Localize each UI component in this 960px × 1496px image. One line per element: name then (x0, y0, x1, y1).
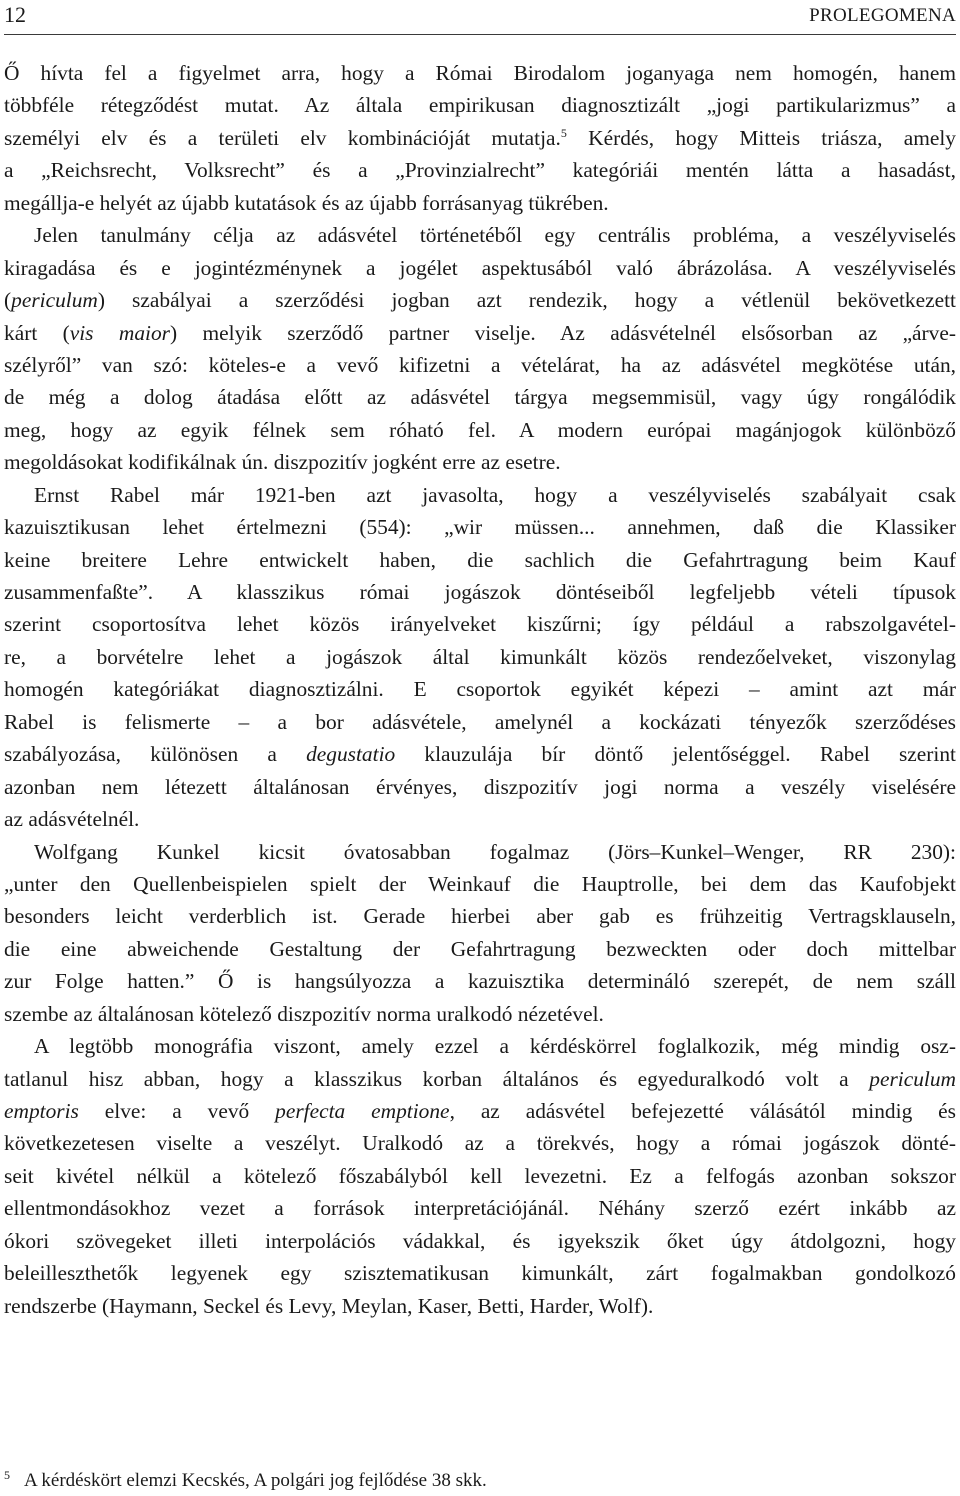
text-run: Kérdés, hogy Mitteis triásza, amely (566, 125, 956, 150)
text-run: Ő hívta fel a figyelmet arra, hogy a Római Birodalom joganyaga nem homogén, hanem (4, 61, 956, 85)
paragraph (4, 57, 956, 219)
text-run: személyi elv és a területi elv kombinációját mutatja. (4, 125, 561, 150)
text-line (4, 349, 956, 381)
text-line (4, 771, 956, 803)
text-run: Jelen tanulmány célja az adásvétel történetéből egy centrális probléma, a veszélyviselés (34, 223, 956, 248)
italic-term: vis maior (69, 320, 170, 345)
text-run: az adásvételnél. (4, 807, 140, 832)
paragraph (4, 219, 956, 479)
italic-term: perfecta emptione (275, 1099, 450, 1123)
text-line (4, 122, 956, 154)
text-line (4, 836, 956, 868)
text-line (4, 803, 956, 835)
text-line (4, 1290, 956, 1322)
text-line (4, 446, 956, 478)
text-run: a „Reichsrecht, Volksrecht” és a „Provinzialrecht” kategóriái mentén látta a hasadást, (4, 158, 956, 183)
footnote (4, 1468, 487, 1494)
text-run: ókori szövegeket illeti interpolációs vádakkal, és igyekszik őket úgy átdolgozni, hogy (4, 1228, 956, 1253)
text-line (4, 252, 956, 284)
text-line (4, 187, 956, 219)
text-run: ) melyik szerződő partner viselje. Az adásvételnél elsősorban az „árve- (170, 320, 956, 345)
text-run: tatlanul hisz abban, hogy a klasszikus korban általános és egyeduralkodó volt a (4, 1066, 870, 1091)
text-run: elve: a vevő (78, 1099, 276, 1123)
text-line (4, 965, 956, 997)
text-line (4, 479, 956, 511)
book-page (4, 0, 956, 1496)
text-run: szerint csoportosítva lehet közös irányelveket kiszűrni; így például a rabszolgavétel- (4, 612, 956, 637)
text-line (4, 1257, 956, 1289)
text-line (4, 706, 956, 738)
text-run: de még a dolog átadása előtt az adásvétel tárgya megsemmisül, vagy úgy rongálódik (4, 385, 956, 410)
italic-term: periculum (869, 1066, 956, 1091)
text-run: ) szabályai a szerződési jogban azt rendezik, hogy a vétlenül bekövetkezett (97, 288, 956, 313)
text-run: A legtöbb monográfia viszont, amely ezzel a kérdéskörrel foglalkozik, még mindig osz- (34, 1034, 956, 1059)
text-run: szembe az általánosan kötelező diszpozitív norma uralkodó nézetével. (4, 1001, 604, 1026)
text-run: zur Folge hatten.” Ő is hangsúlyozza a kazuisztika determináló szerepét, de nem száll (4, 969, 956, 994)
text-run: kazuisztikusan lehet értelmezni (554): „wir müssen... annehmen, daß die Klassiker (4, 515, 956, 540)
running-head: PROLEGOMENA (809, 5, 956, 26)
text-run: „unter den Quellenbeispielen spielt der Weinkauf die Hauptrolle, bei dem das Kaufobjekt (4, 871, 956, 896)
text-run: besonders leicht verderblich ist. Gerade hierbei aber gab es frühzeitig Vertragsklauseln, (4, 904, 956, 929)
paragraph (4, 1030, 956, 1322)
text-line (4, 608, 956, 640)
text-run: kárt ( (4, 320, 70, 345)
text-line (4, 673, 956, 705)
text-line (4, 317, 956, 349)
text-run: ( (4, 288, 12, 313)
text-line (4, 868, 956, 900)
paragraph (4, 479, 956, 836)
text-line (4, 89, 956, 121)
text-line (4, 1063, 956, 1095)
text-run: megoldásokat kodifikálnak ún. diszpozitív jogként erre az esetre. (4, 450, 561, 475)
text-run: keine breitere Lehre entwickelt haben, die sachlich die Gefahrtragung beim Kauf (4, 547, 956, 572)
page-number: 12 (4, 2, 26, 27)
text-line (4, 576, 956, 608)
text-run: szabályozása, különösen a (4, 742, 307, 767)
text-run: megállja-e helyét az újabb kutatások és az újabb forrásanyag tükrében. (4, 190, 609, 215)
italic-term: emptoris (4, 1099, 79, 1123)
text-line (4, 1192, 956, 1224)
text-run: szélyről” van szó: köteles-e a vevő kifizetni a vételárat, ha az adásvétel megkötése után, (4, 352, 956, 377)
text-line (4, 1127, 956, 1159)
paragraph (4, 836, 956, 1031)
text-line (4, 57, 956, 89)
text-line (4, 414, 956, 446)
text-run: homogén kategóriákat diagnosztizálni. E csoportok egyikét képezi – amint azt már (4, 677, 956, 702)
text-run: ellentmondásokhoz vezet a források interpretációjánál. Néhány szerző ezért inkább az (4, 1196, 956, 1221)
text-line (4, 900, 956, 932)
text-line (4, 284, 956, 316)
text-run: Wolfgang Kunkel kicsit óvatosabban fogalmaz (Jörs–Kunkel–Wenger, RR 230): (34, 839, 956, 864)
footnote-reference: 5 (560, 125, 567, 140)
text-run: klauzulája bír döntő jelentőséggel. Rabel szerint (395, 742, 956, 767)
text-run: következetesen viselte a veszélyt. Uralkodó az a törekvés, hogy a római jogászok dönté- (4, 1131, 956, 1156)
text-run: azonban nem létezett általánosan érvényes, diszpozitív jogi norma a veszély viselésére (4, 774, 956, 799)
text-run: meg, hogy az egyik félnek sem róható fel. A modern európai magánjogok különböző (4, 417, 956, 442)
text-line (4, 933, 956, 965)
text-line (4, 511, 956, 543)
text-line (4, 1225, 956, 1257)
italic-term: degustatio (306, 742, 396, 767)
text-run: beleilleszthetők legyenek egy szisztematikusan kimunkált, zárt fogalmakban gondolkozó (4, 1261, 956, 1286)
text-run: zusammenfaßte”. A klasszikus római jogászok döntéseiből legfeljebb vételi típusok (4, 580, 956, 604)
text-run: re, a borvételre lehet a jogászok által kimunkált közös rendezőelveket, viszonylag (4, 644, 956, 669)
text-run: többféle rétegződést mutat. Az általa empirikusan diagnosztizált „jogi partikularizmus” a (4, 93, 956, 118)
text-run: , az adásvétel befejezetté válásától mindig és (449, 1099, 956, 1123)
text-line (4, 738, 956, 770)
text-line (4, 1160, 956, 1192)
text-line (4, 998, 956, 1030)
footnote-mark: 5 (4, 1468, 10, 1482)
body-text (4, 57, 956, 1322)
text-line (4, 1030, 956, 1062)
text-line (4, 219, 956, 251)
text-line (4, 381, 956, 413)
page-header (4, 0, 956, 35)
text-run: Rabel is felismerte – a bor adásvétele, amelynél a kockázati tényezők szerződéses (4, 709, 956, 734)
text-run: kiragadása és e jogintézménynek a jogélet aspektusából való ábrázolása. A veszélyviselés (4, 255, 956, 280)
text-line (4, 641, 956, 673)
text-run: seit kivétel nélkül a kötelező főszabályból kell levezetni. Ez a felfogás azonban sokszor (4, 1163, 956, 1188)
text-run: die eine abweichende Gestaltung der Gefahrtragung bezweckten oder doch mittelbar (4, 936, 956, 961)
text-run: rendszerbe (Haymann, Seckel és Levy, Meylan, Kaser, Betti, Harder, Wolf). (4, 1293, 654, 1318)
footnote-text: A kérdéskört elemzi Kecskés, A polgári jog fejlődése 38 skk. (24, 1470, 487, 1491)
text-line (4, 1095, 956, 1127)
text-line (4, 154, 956, 186)
italic-term: periculum (11, 288, 98, 313)
text-line (4, 544, 956, 576)
text-run: Ernst Rabel már 1921-ben azt javasolta, hogy a veszélyviselés szabályait csak (34, 482, 956, 507)
